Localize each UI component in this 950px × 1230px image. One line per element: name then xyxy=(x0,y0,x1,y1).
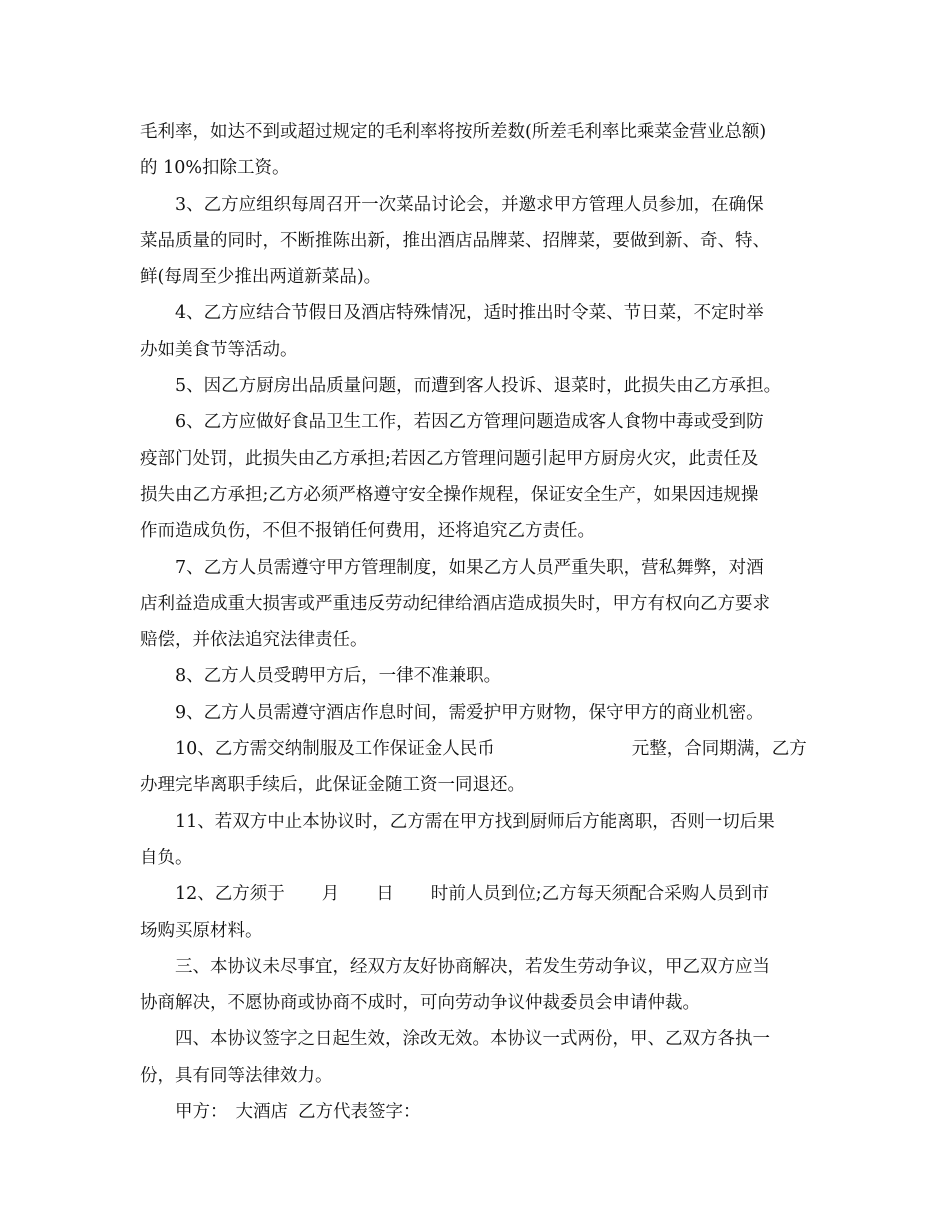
text-fragment: 元整，合同期满，乙方 xyxy=(631,739,807,760)
text-line: 疫部门处罚，此损失由乙方承担;若因乙方管理问题引起甲方厨房火灾，此责任及 xyxy=(140,448,759,469)
text-line: 的 10%扣除工资。 xyxy=(140,158,290,179)
text-fragment: 时前人员到位;乙方每天须配合采购人员到市 xyxy=(430,884,770,905)
text-line: 份，具有同等法律效力。 xyxy=(140,1065,333,1086)
clause-10 xyxy=(140,731,815,767)
text-line: 赔偿，并依法追究法律责任。 xyxy=(140,630,368,651)
clause-9: 9、乙方人员需遵守酒店作息时间，需爱护甲方财物，保守甲方的商业机密。 xyxy=(175,702,764,723)
text-fragment: 日 xyxy=(376,884,394,905)
section-4: 四、本协议签字之日起生效，涂改无效。本协议一式两份，甲、乙双方各执一 xyxy=(175,1029,770,1050)
section-3: 三、本协议未尽事宜，经双方友好协商解决，若发生劳动争议，甲乙双方应当 xyxy=(175,956,770,977)
text-line: 协商解决，不愿协商或协商不成时，可向劳动争议仲裁委员会申请仲裁。 xyxy=(140,993,700,1014)
text-fragment: 12、乙方须于 xyxy=(175,884,285,905)
clause-4: 4、乙方应结合节假日及酒店特殊情况，适时推出时令菜、节日菜，不定时举 xyxy=(175,303,764,324)
clause-8: 8、乙方人员受聘甲方后，一律不准兼职。 xyxy=(175,666,502,687)
clause-3: 3、乙方应组织每周召开一次菜品讨论会，并邀求甲方管理人员参加，在确保 xyxy=(175,194,764,215)
text-line: 自负。 xyxy=(140,847,193,868)
text-line: 菜品质量的同时，不断推陈出新，推出酒店品牌菜、招牌菜，要做到新、奇、特、 xyxy=(140,230,770,251)
contract-text xyxy=(140,114,815,1130)
signature-line xyxy=(140,1094,815,1130)
text-line: 办如美食节等活动。 xyxy=(140,339,298,360)
clause-12 xyxy=(140,876,815,912)
clause-6: 6、乙方应做好食品卫生工作，若因乙方管理问题造成客人食物中毒或受到防 xyxy=(175,412,764,433)
text-fragment: 月 xyxy=(321,884,340,905)
party-b-signature-label: 乙方代表签字： xyxy=(298,1102,421,1123)
text-line: 场购买原材料。 xyxy=(140,920,263,941)
party-a-label: 甲方： xyxy=(175,1102,228,1123)
text-line: 办理完毕离职手续后，此保证金随工资一同退还。 xyxy=(140,775,525,796)
party-a-name: 大酒店 xyxy=(235,1102,288,1123)
text-line: 作而造成负伤，不但不报销任何费用，还将追究乙方责任。 xyxy=(140,521,595,542)
clause-5: 5、因乙方厨房出品质量问题，而遭到客人投诉、退菜时，此损失由乙方承担。 xyxy=(175,376,782,397)
text-line: 毛利率，如达不到或超过规定的毛利率将按所差数(所差毛利率比乘菜金营业总额) xyxy=(140,122,767,142)
text-line: 店利益造成重大损害或严重违反劳动纪律给酒店造成损失时，甲方有权向乙方要求 xyxy=(140,593,770,614)
clause-11: 11、若双方中止本协议时，乙方需在甲方找到厨师后方能离职，否则一切后果 xyxy=(175,811,775,832)
text-fragment: 10、乙方需交纳制服及工作保证金人民币 xyxy=(175,739,495,760)
text-line: 鲜(每周至少推出两道新菜品)。 xyxy=(140,267,382,288)
text-line: 损失由乙方承担;乙方必须严格遵守安全操作规程，保证安全生产，如果因违规操 xyxy=(140,484,759,505)
clause-7: 7、乙方人员需遵守甲方管理制度，如果乙方人员严重失职，营私舞弊，对酒 xyxy=(175,557,764,578)
